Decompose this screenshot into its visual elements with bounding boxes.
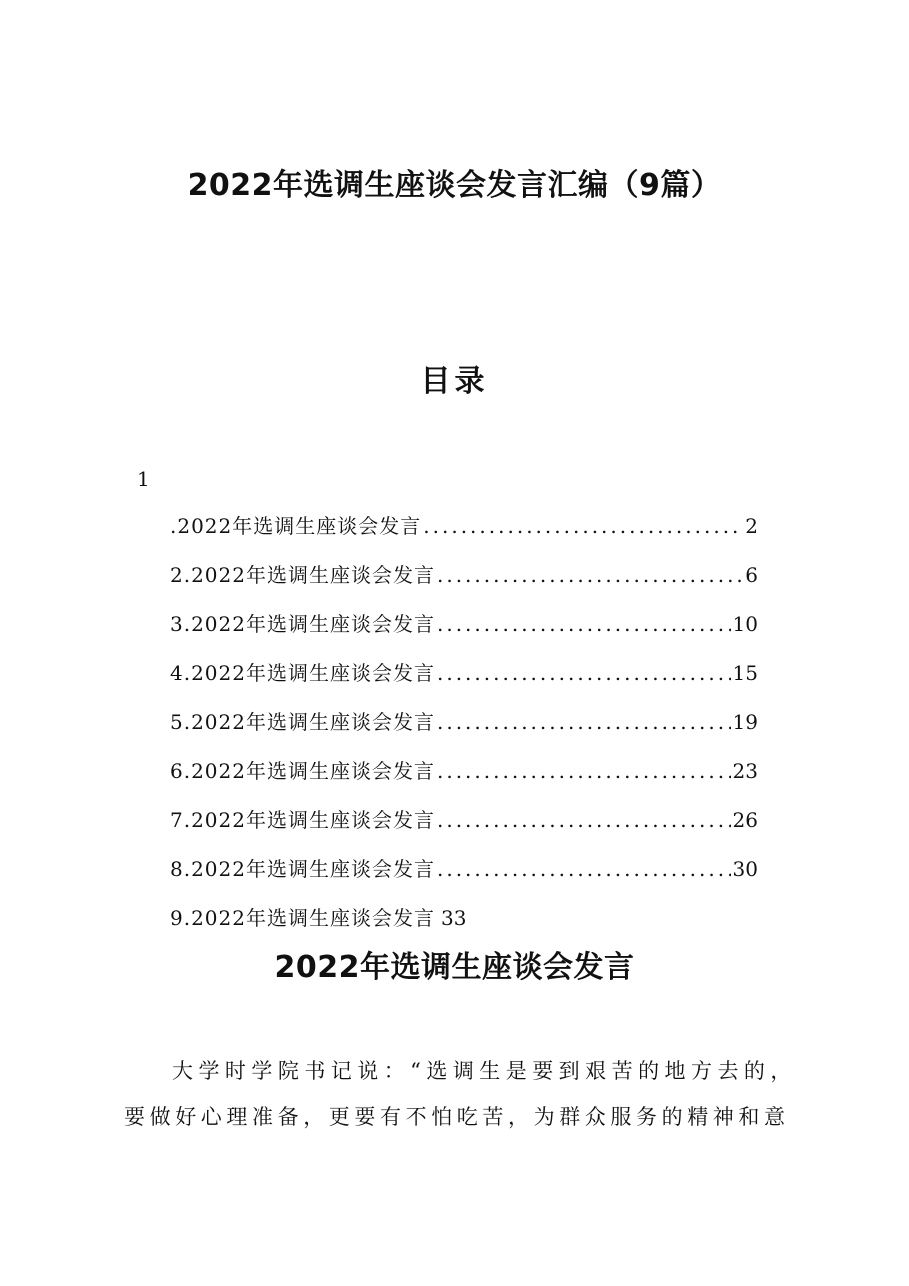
toc-entry-text: .2022年选调生座谈会发言 xyxy=(170,514,422,538)
toc-dot-leader xyxy=(423,512,743,540)
toc-entry-3[interactable] xyxy=(170,610,758,659)
toc-page-number: 10 xyxy=(732,612,758,636)
toc-dot-leader xyxy=(437,806,731,834)
toc-stray-number: 1 xyxy=(137,467,150,491)
table-of-contents xyxy=(170,512,758,953)
toc-entry-5[interactable] xyxy=(170,708,758,757)
toc-entry-text: 3.2022年选调生座谈会发言 xyxy=(170,612,435,636)
toc-page-number: 30 xyxy=(732,857,758,881)
toc-entry-text: 6.2022年选调生座谈会发言 xyxy=(170,759,435,783)
document-title: 2022年选调生座谈会发言汇编（9篇） xyxy=(187,168,722,203)
body-paragraph: 大学时学院书记说：“选调生是要到艰苦的地方去的，要做好心理准备，更要有不怕吃苦，为群众服务的精神和意 xyxy=(124,1059,796,1129)
toc-dot-leader xyxy=(437,855,731,883)
toc-entry-2[interactable] xyxy=(170,561,758,610)
section-title: 2022年选调生座谈会发言 xyxy=(274,950,635,985)
toc-entry-4[interactable] xyxy=(170,659,758,708)
toc-entry-text: 9.2022年选调生座谈会发言 xyxy=(170,906,435,930)
toc-page-number: 26 xyxy=(732,808,758,832)
toc-page-number: 19 xyxy=(732,710,758,734)
toc-entry-1[interactable] xyxy=(170,512,758,561)
toc-entry-text: 4.2022年选调生座谈会发言 xyxy=(170,661,435,685)
toc-entry-text: 2.2022年选调生座谈会发言 xyxy=(170,563,435,587)
toc-dot-leader xyxy=(437,757,731,785)
toc-entry-8[interactable] xyxy=(170,855,758,904)
toc-page-number: 33 xyxy=(440,906,467,930)
toc-heading: 目录 xyxy=(420,364,489,399)
toc-dot-leader xyxy=(437,659,731,687)
toc-entry-text: 5.2022年选调生座谈会发言 xyxy=(170,710,435,734)
toc-page-number: 15 xyxy=(732,661,758,685)
toc-dot-leader xyxy=(437,561,743,589)
toc-dot-leader xyxy=(437,610,731,638)
toc-entry-7[interactable] xyxy=(170,806,758,855)
toc-entry-text: 8.2022年选调生座谈会发言 xyxy=(170,857,435,881)
toc-page-number: 2 xyxy=(745,514,758,538)
toc-entry-6[interactable] xyxy=(170,757,758,806)
toc-entry-text: 7.2022年选调生座谈会发言 xyxy=(170,808,435,832)
toc-dot-leader xyxy=(437,708,731,736)
toc-page-number: 23 xyxy=(732,759,758,783)
toc-page-number: 6 xyxy=(745,563,758,587)
